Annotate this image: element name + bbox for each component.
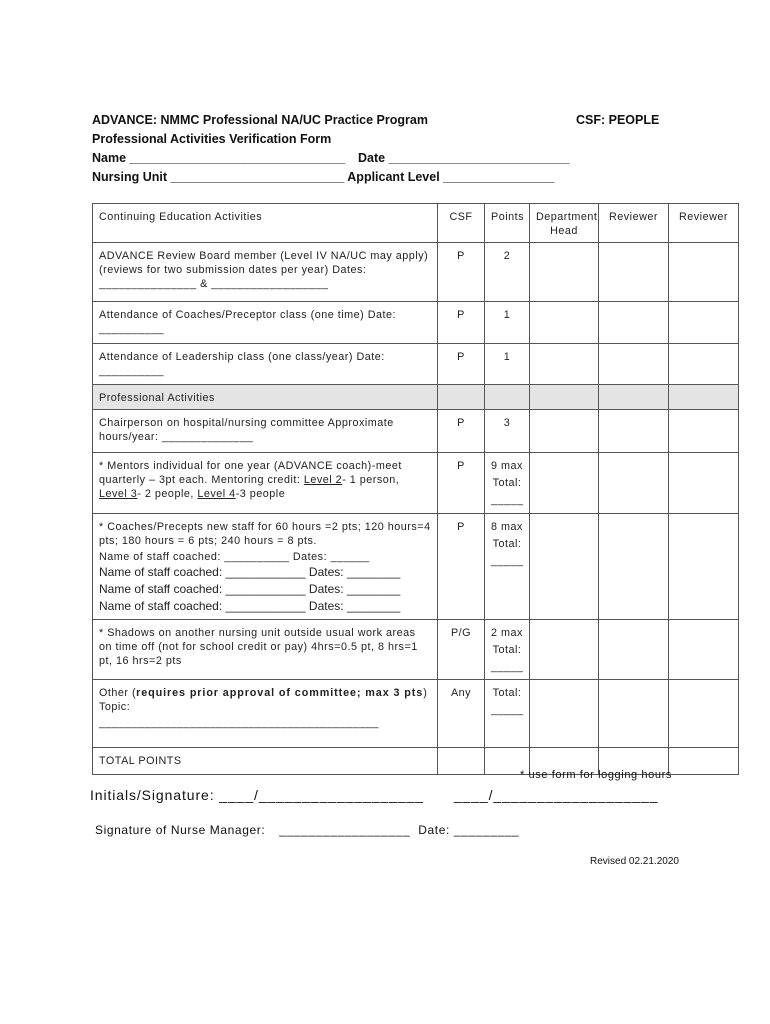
reviewer-1-cell[interactable] [599, 453, 669, 514]
applicant-level-field[interactable]: Applicant Level ________________ [347, 170, 555, 184]
other-total-field[interactable]: _____ [491, 704, 524, 716]
header-line-1 [92, 111, 692, 130]
reviewer-2-cell[interactable] [669, 453, 739, 514]
name-field[interactable]: Name _______________________________ [92, 151, 346, 165]
revised-date: Revised 02.21.2020 [590, 856, 679, 867]
coaches-class-text: Attendance of Coaches/Preceptor class (one time) Date: __________ [93, 302, 438, 344]
nurse-manager-date-field[interactable]: Date: _________ [418, 823, 520, 837]
other-text: Other (requires prior approval of committee; max 3 pts) Topic: ___________________________________________ [93, 680, 438, 748]
coaches-text: * Coaches/Precepts new staff for 60 hours =2 pts; 120 hours=4 pts; 180 hours = 6 pts; 240 hours = 8 pts. Name of staff coached: __________ Dates: ______ Name of staff coached: ____________ Dates: ________ Name of staff coached: ____________ Dates: ________ Name of staff coached: ____________ Dates: ________ [93, 514, 438, 620]
table-row [93, 302, 739, 344]
coaches-total-field[interactable]: _____ [491, 555, 524, 567]
header-activity: Continuing Education Activities [93, 204, 438, 243]
chairperson-text: Chairperson on hospital/nursing committee Approximate hours/year: ______________ [93, 410, 438, 453]
reviewer-1-cell[interactable] [599, 514, 669, 620]
coaches-csf: P [438, 514, 485, 620]
table-row [93, 243, 739, 302]
coaches-class-points: 1 [485, 302, 530, 344]
header-line-name [92, 149, 692, 168]
reviewer-2-cell[interactable] [669, 620, 739, 680]
mentors-total-field[interactable]: _____ [491, 494, 524, 506]
coaches-points: 8 max Total: _____ [485, 514, 530, 620]
staff-coached-field[interactable]: Name of staff coached: ____________ Dates: ________ [99, 565, 401, 579]
reviewer-1-cell[interactable] [599, 680, 669, 748]
nurse-manager-signature-field[interactable]: __________________ [279, 823, 411, 837]
header-line-unit [92, 168, 692, 187]
dept-head-cell[interactable] [530, 243, 599, 302]
mentors-points: 9 max Total: _____ [485, 453, 530, 514]
dept-head-cell[interactable] [530, 302, 599, 344]
total-csf-cell [438, 748, 485, 775]
header-reviewer-1: Reviewer [599, 204, 669, 243]
other-csf: Any [438, 680, 485, 748]
reviewer-1-cell[interactable] [599, 410, 669, 453]
initials-signature-line [90, 787, 658, 803]
reviewer-2-cell[interactable] [669, 748, 739, 775]
total-points-label: TOTAL POINTS [93, 748, 438, 775]
header-reviewer-2: Reviewer [669, 204, 739, 243]
activities-table [92, 203, 739, 775]
reviewer-2-cell[interactable] [669, 302, 739, 344]
nurse-manager-line [95, 823, 519, 837]
section-professional-activities: Professional Activities [93, 385, 438, 410]
leadership-class-text: Attendance of Leadership class (one class/year) Date: __________ [93, 344, 438, 385]
shadows-points: 2 max Total: _____ [485, 620, 530, 680]
staff-coached-field[interactable]: Name of staff coached: ____________ Dates: ________ [99, 599, 401, 613]
dept-head-cell[interactable] [530, 453, 599, 514]
review-board-csf: P [438, 243, 485, 302]
second-signature-field[interactable]: ____/___________________ [453, 787, 659, 803]
table-header-row [93, 204, 739, 243]
form-subtitle: Professional Activities Verification Form [92, 132, 332, 146]
date-field[interactable]: Date __________________________ [358, 151, 570, 165]
reviewer-2-cell[interactable] [669, 410, 739, 453]
table-row [93, 680, 739, 748]
shadows-text: * Shadows on another nursing unit outside usual work areas on time off (not for school credit or pay) 4hrs=0.5 pt, 8 hrs=1 pt, 16 hrs=2 pts [93, 620, 438, 680]
leadership-class-points: 1 [485, 344, 530, 385]
review-board-points: 2 [485, 243, 530, 302]
level-2-link: Level 2 [303, 474, 343, 486]
table-row [93, 620, 739, 680]
nursing-unit-field[interactable]: Nursing Unit _________________________ [92, 170, 345, 184]
table-row [93, 453, 739, 514]
level-3-link: Level 3 [99, 488, 138, 500]
coaches-class-csf: P [438, 302, 485, 344]
review-board-text: ADVANCE Review Board member (Level IV NA/UC may apply) (reviews for two submission dates per year) Dates: _______________ & __________________ [93, 243, 438, 302]
reviewer-1-cell[interactable] [599, 620, 669, 680]
table-row [93, 344, 739, 385]
header-csf: CSF [438, 204, 485, 243]
reviewer-2-cell[interactable] [669, 514, 739, 620]
shadows-total-field[interactable]: _____ [491, 661, 524, 673]
other-points: Total: _____ [485, 680, 530, 748]
dept-head-cell[interactable] [530, 620, 599, 680]
form-header [92, 111, 692, 187]
reviewer-2-cell[interactable] [669, 243, 739, 302]
section-row [93, 385, 739, 410]
dept-head-cell[interactable] [530, 344, 599, 385]
shadows-csf: P/G [438, 620, 485, 680]
chairperson-points: 3 [485, 410, 530, 453]
reviewer-2-cell[interactable] [669, 344, 739, 385]
level-4-link: Level 4 [197, 488, 236, 500]
header-points: Points [485, 204, 530, 243]
dept-head-cell[interactable] [530, 514, 599, 620]
staff-coached-field[interactable]: Name of staff coached: ____________ Dates: ________ [99, 582, 401, 596]
table-row [93, 410, 739, 453]
reviewer-1-cell[interactable] [599, 243, 669, 302]
reviewer-2-cell[interactable] [669, 680, 739, 748]
nurse-manager-label: Signature of Nurse Manager: [95, 823, 266, 837]
table-row [93, 514, 739, 620]
dept-head-cell[interactable] [530, 680, 599, 748]
program-title: ADVANCE: NMMC Professional NA/UC Practice Program [92, 113, 428, 127]
other-topic-field[interactable]: ___________________________________________ [99, 717, 379, 729]
initials-signature-field[interactable]: Initials/Signature: ____/___________________ [90, 787, 424, 803]
reviewer-1-cell[interactable] [599, 344, 669, 385]
logging-footnote: * use form for logging hours [520, 769, 672, 781]
header-department-head: Department Head [530, 204, 599, 243]
dept-head-cell[interactable] [530, 410, 599, 453]
chairperson-csf: P [438, 410, 485, 453]
reviewer-1-cell[interactable] [599, 302, 669, 344]
leadership-class-csf: P [438, 344, 485, 385]
mentors-csf: P [438, 453, 485, 514]
mentors-text: * Mentors individual for one year (ADVANCE coach)-meet quarterly – 3pt each. Mentoring credit: Level 2- 1 person, Level 3- 2 people, Level 4-3 people [93, 453, 438, 514]
csf-people-label: CSF: PEOPLE [576, 113, 660, 127]
